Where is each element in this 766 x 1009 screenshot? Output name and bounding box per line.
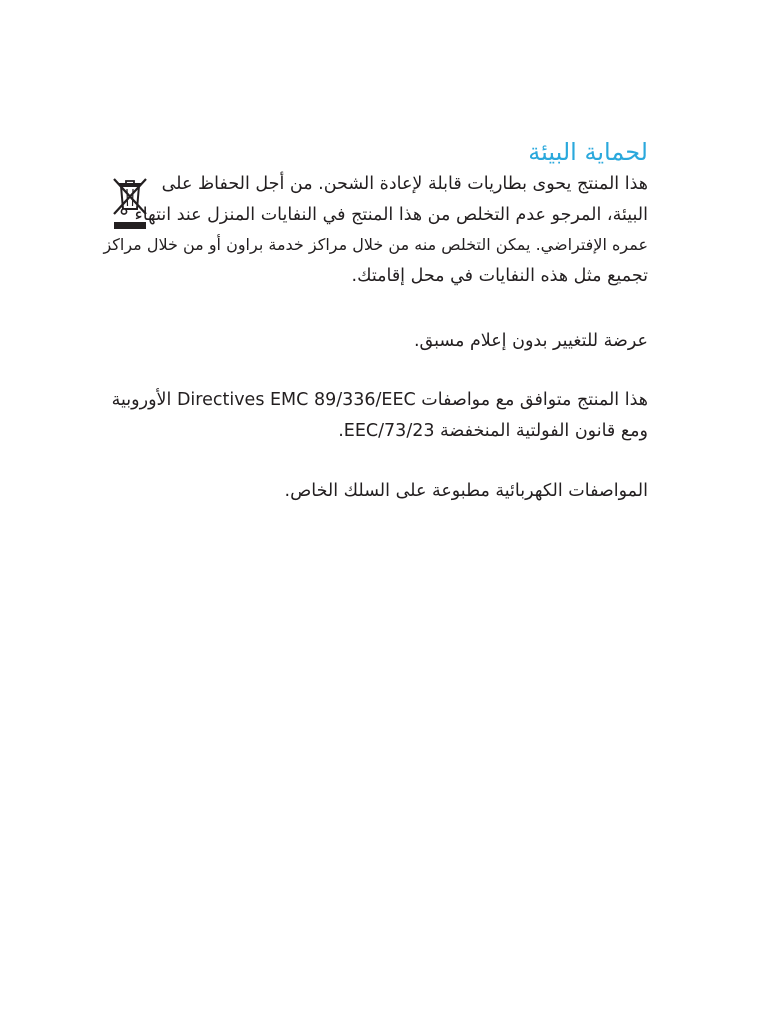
compliance-line-1: هذا المنتج متوافق مع مواصفات Directives EMC 89/336/EEC الأوروبية [111,390,648,410]
electrical-specs-note: المواصفات الكهربائية مطبوعة على السلك الخاص. [284,481,648,501]
environment-text-line-1: هذا المنتج يحوى بطاريات قابلة لإعادة الشحن. من أجل الحفاظ على [161,174,648,194]
section-heading-environment: لحماية البيئة [528,138,648,166]
compliance-line-2: ومع قانون الفولتية المنخفضة 73/23/EEC. [338,421,648,441]
environment-text-line-2: البيئة، المرجو عدم التخلص من هذا المنتج في النفايات المنزل عند انتهاء [134,205,648,225]
change-notice: عرضة للتغيير بدون إعلام مسبق. [413,331,648,351]
environment-text-line-4: تجميع مثل هذه النفايات في محل إقامتك. [351,266,648,286]
environment-text-line-3: عمره الإفتراضي. يمكن التخلص منه من خلال مراكز خدمة براون أو من خلال مراكز [103,235,648,254]
